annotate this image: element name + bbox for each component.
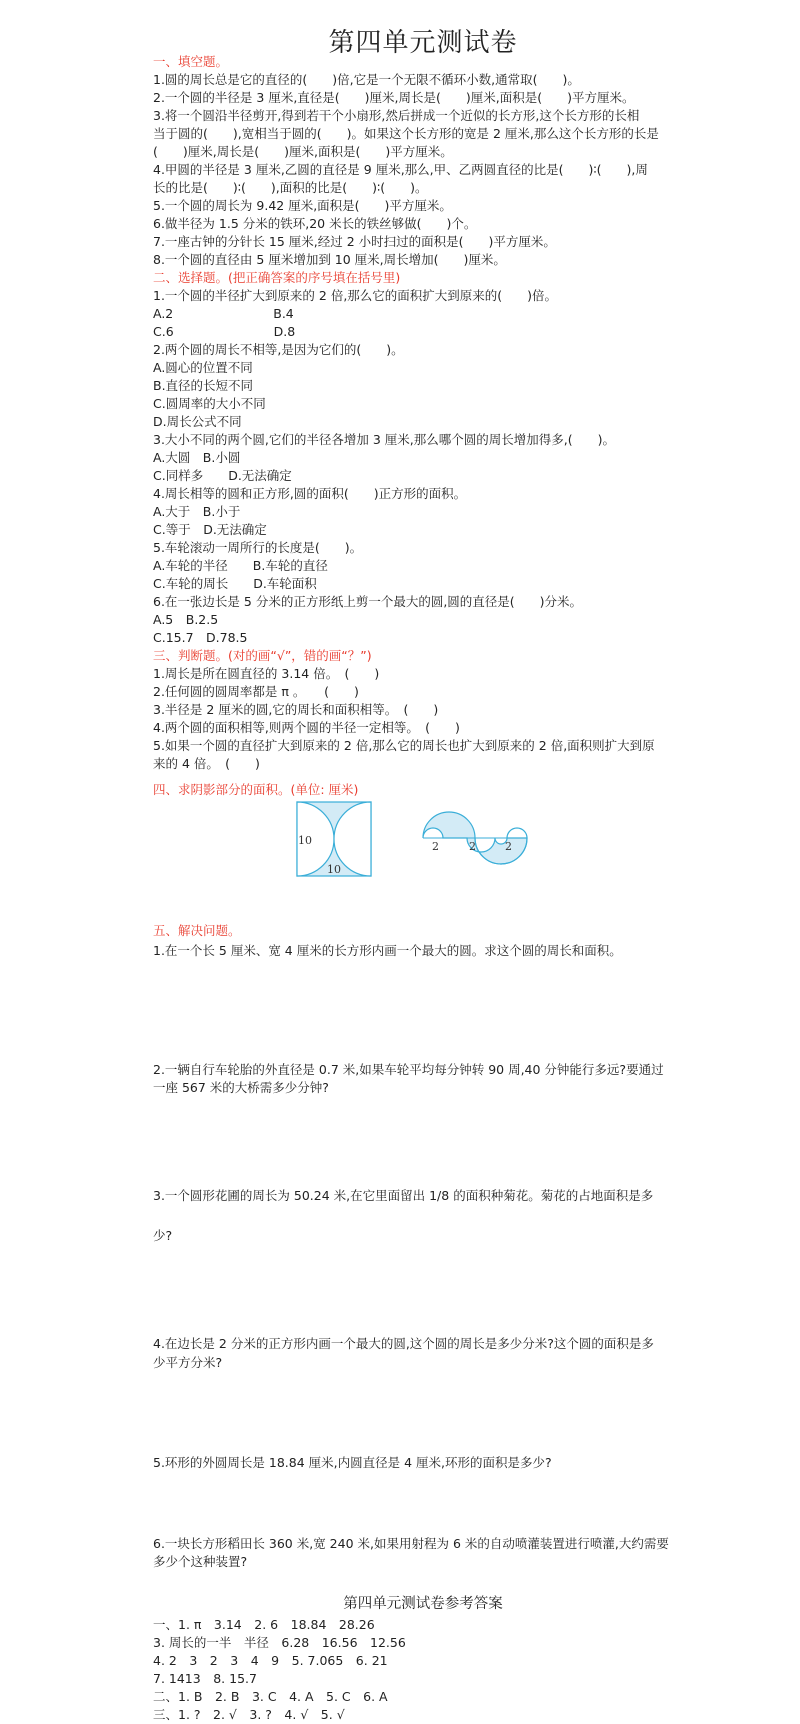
section-heading-shaded-area: 四、求阴影部分的面积。(单位: 厘米) xyxy=(153,782,359,797)
choice-line: B.直径的长短不同 xyxy=(153,378,254,393)
choice-line: C.同样多 D.无法确定 xyxy=(153,468,292,483)
fill-question: 4.甲圆的半径是 3 厘米,乙圆的直径是 9 厘米,那么,甲、乙两圆直径的比是( )∶( ),周 xyxy=(153,162,648,177)
fill-question: 当于圆的( ),宽相当于圆的( )。如果这个长方形的宽是 2 厘米,那么这个长方形的长是 xyxy=(153,126,659,141)
answer-line: 7. 1413 8. 15.7 xyxy=(153,1671,257,1686)
fill-question: 7.一座古钟的分针长 15 厘米,经过 2 小时扫过的面积是( )平方厘米。 xyxy=(153,234,556,249)
problem-line: 1.在一个长 5 厘米、宽 4 厘米的长方形内画一个最大的圆。求这个圆的周长和面积。 xyxy=(153,943,622,958)
problem-line: 少平方分米? xyxy=(153,1355,223,1370)
problem-line: 一座 567 米的大桥需多少分钟? xyxy=(153,1080,329,1095)
fill-question: 3.将一个圆沿半径剪开,得到若干个小扇形,然后拼成一个近似的长方形,这个长方形的长相 xyxy=(153,108,640,123)
judge-line: 5.如果一个圆的直径扩大到原来的 2 倍,那么它的周长也扩大到原来的 2 倍,面积则扩大到原 xyxy=(153,738,655,753)
figure-bottom-label: 10 xyxy=(327,863,341,876)
answer-line: 一、1. π 3.14 2. 6 18.84 28.26 xyxy=(153,1617,375,1632)
section-heading-judge: 三、判断题。(对的画“√”，错的画“？”) xyxy=(153,648,372,663)
choice-line: C.6 D.8 xyxy=(153,324,296,339)
figure-s-curve xyxy=(417,796,535,880)
section-heading-choice: 二、选择题。(把正确答案的序号填在括号里) xyxy=(153,270,401,285)
problem-line: 2.一辆自行车轮胎的外直径是 0.7 米,如果车轮平均每分钟转 90 周,40 分钟能行多远?要通过 xyxy=(153,1062,664,1077)
judge-line: 3.半径是 2 厘米的圆,它的周长和面积相等。 ( ) xyxy=(153,702,439,717)
fill-question: 1.圆的周长总是它的直径的( )倍,它是一个无限不循环小数,通常取( )。 xyxy=(153,72,580,87)
choice-line: C.圆周率的大小不同 xyxy=(153,396,266,411)
choice-line: 5.车轮滚动一周所行的长度是( )。 xyxy=(153,540,363,555)
choice-line: C.车轮的周长 D.车轮面积 xyxy=(153,576,317,591)
choice-line: C.15.7 D.78.5 xyxy=(153,630,248,645)
figure-label: 2 xyxy=(432,840,439,853)
problem-line: 4.在边长是 2 分米的正方形内画一个最大的圆,这个圆的周长是多少分米?这个圆的面积是多 xyxy=(153,1336,654,1351)
fill-question: 6.做半径为 1.5 分米的铁环,20 米长的铁丝够做( )个。 xyxy=(153,216,477,231)
choice-line: 4.周长相等的圆和正方形,圆的面积( )正方形的面积。 xyxy=(153,486,467,501)
answer-line: 三、1. ? 2. √ 3. ? 4. √ 5. √ xyxy=(153,1707,345,1722)
section-heading-fill: 一、填空题。 xyxy=(153,54,229,69)
problem-line: 多少个这种装置? xyxy=(153,1554,248,1569)
problem-line: 5.环形的外圆周长是 18.84 厘米,内圆直径是 4 厘米,环形的面积是多少? xyxy=(153,1455,552,1470)
choice-line: A.2 B.4 xyxy=(153,306,294,321)
judge-line: 4.两个圆的面积相等,则两个圆的半径一定相等。 ( ) xyxy=(153,720,460,735)
fill-question: 8.一个圆的直径由 5 厘米增加到 10 厘米,周长增加( )厘米。 xyxy=(153,252,506,267)
fill-question: ( )厘米,周长是( )厘米,面积是( )平方厘米。 xyxy=(153,144,453,159)
problem-line: 3.一个圆形花圃的周长为 50.24 米,在它里面留出 1/8 的面积种菊花。菊花的占地面积是多 xyxy=(153,1188,654,1203)
figure-label: 2 xyxy=(505,840,512,853)
answer-line: 二、1. B 2. B 3. C 4. A 5. C 6. A xyxy=(153,1689,388,1704)
choice-line: A.大于 B.小于 xyxy=(153,504,241,519)
choice-line: A.车轮的半径 B.车轮的直径 xyxy=(153,558,328,573)
judge-line: 2.任何圆的圆周率都是 π 。 ( ) xyxy=(153,684,359,699)
choice-line: D.周长公式不同 xyxy=(153,414,242,429)
fill-question: 5.一个圆的周长为 9.42 厘米,面积是( )平方厘米。 xyxy=(153,198,452,213)
figure-label: 2 xyxy=(469,840,476,853)
fill-question: 长的比是( )∶( ),面积的比是( )∶( )。 xyxy=(153,180,428,195)
choice-line: 1.一个圆的半径扩大到原来的 2 倍,那么它的面积扩大到原来的( )倍。 xyxy=(153,288,558,303)
problem-line: 6.一块长方形稻田长 360 米,宽 240 米,如果用射程为 6 米的自动喷灌装置进行喷灌,大约需要 xyxy=(153,1536,669,1551)
choice-line: A.大圆 B.小圆 xyxy=(153,450,241,465)
choice-line: A.圆心的位置不同 xyxy=(153,360,253,375)
choice-line: 3.大小不同的两个圆,它们的半径各增加 3 厘米,那么哪个圆的周长增加得多,( )。 xyxy=(153,432,616,447)
judge-line: 1.周长是所在圆直径的 3.14 倍。 ( ) xyxy=(153,666,380,681)
choice-line: 2.两个圆的周长不相等,是因为它们的( )。 xyxy=(153,342,404,357)
problem-line: 少? xyxy=(153,1228,173,1243)
judge-line: 来的 4 倍。 ( ) xyxy=(153,756,260,771)
fill-question: 2.一个圆的半径是 3 厘米,直径是( )厘米,周长是( )厘米,面积是( )平方厘米。 xyxy=(153,90,635,105)
answers-title: 第四单元测试卷参考答案 xyxy=(343,1596,503,1612)
answer-line: 4. 2 3 2 3 4 9 5. 7.065 6. 21 xyxy=(153,1653,388,1668)
choice-line: C.等于 D.无法确定 xyxy=(153,522,267,537)
figure-square-semicircles xyxy=(295,800,375,884)
choice-line: A.5 B.2.5 xyxy=(153,612,219,627)
page-title: 第四单元测试卷 xyxy=(328,28,518,58)
figure-side-label: 10 xyxy=(298,834,312,847)
answer-line: 3. 周长的一半 半径 6.28 16.56 12.56 xyxy=(153,1635,406,1650)
choice-line: 6.在一张边长是 5 分米的正方形纸上剪一个最大的圆,圆的直径是( )分米。 xyxy=(153,594,583,609)
section-heading-problems: 五、解决问题。 xyxy=(153,923,241,938)
